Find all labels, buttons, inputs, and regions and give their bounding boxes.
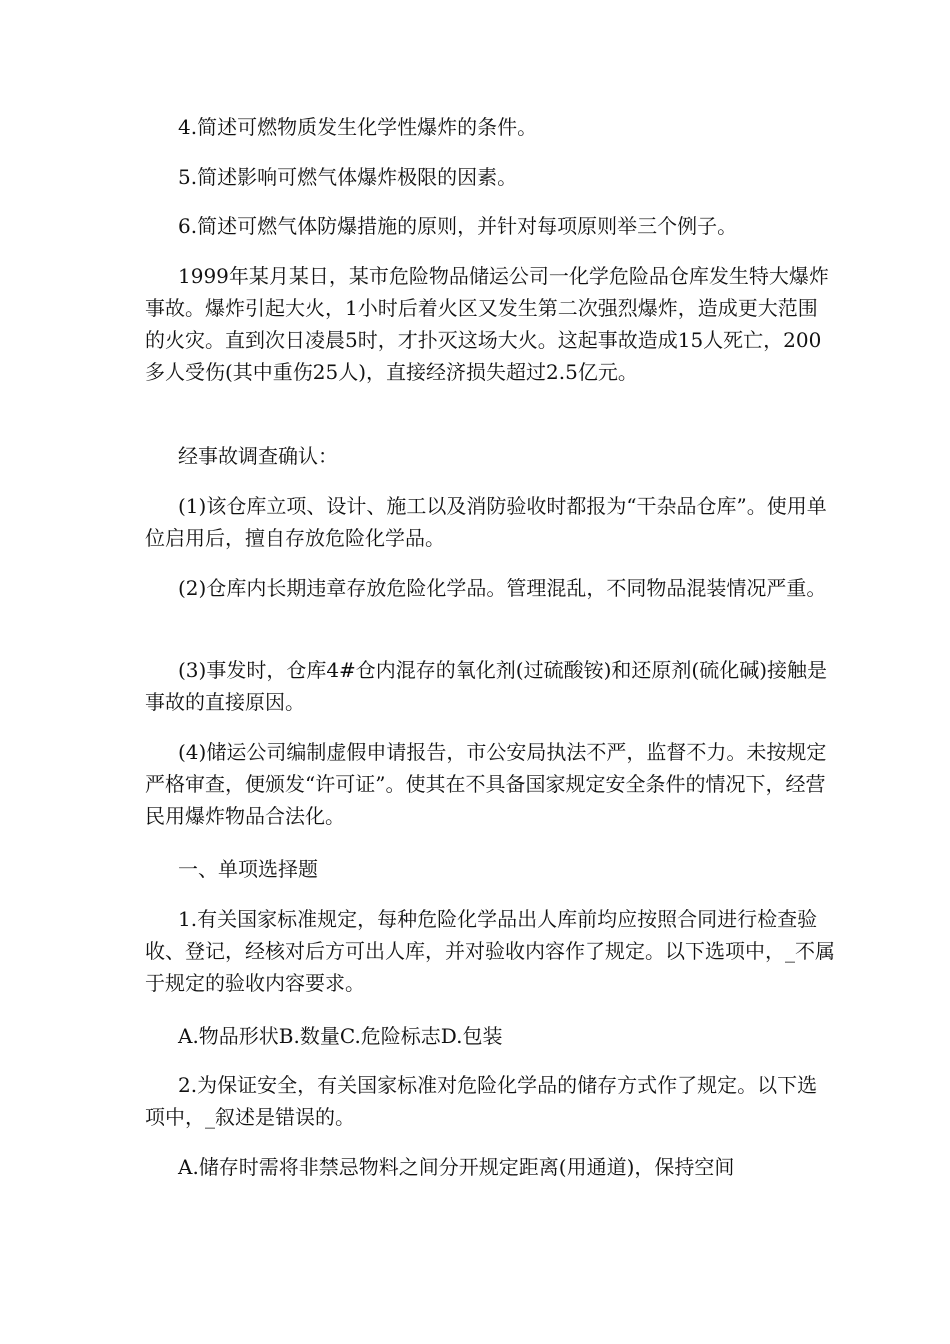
choice-question-2: 2.为保证安全，有关国家标准对危险化学品的储存方式作了规定。以下选项中，_叙述是错误的。	[145, 1073, 818, 1129]
question-4: 4.简述可燃物质发生化学性爆炸的条件。	[178, 115, 538, 139]
investigation-intro: 经事故调查确认：	[178, 444, 338, 468]
question-5: 5.简述影响可燃气体爆炸极限的因素。	[178, 165, 518, 189]
finding-4: (4)储运公司编制虚假申请报告，市公安局执法不严，监督不力。未按规定严格审查，便颁发“许可证”。使其在不具备国家规定安全条件的情况下，经营民用爆炸物品合法化。	[145, 740, 827, 828]
choice-question-2-option-a: A.储存时需将非禁忌物料之间分开规定距离(用通道)，保持空间	[178, 1155, 735, 1179]
choice-question-1-options: A.物品形状B.数量C.危险标志D.包装	[178, 1024, 503, 1048]
question-6: 6.简述可燃气体防爆措施的原则，并针对每项原则举三个例子。	[178, 214, 738, 238]
finding-1: (1)该仓库立项、设计、施工以及消防验收时都报为“干杂品仓库”。使用单位启用后，擅自存放危险化学品。	[145, 494, 827, 550]
finding-3: (3)事发时，仓库4#仓内混存的氧化剂(过硫酸铵)和还原剂(硫化碱)接触是事故的直接原因。	[145, 658, 828, 714]
choice-question-1: 1.有关国家标准规定，每种危险化学品出人库前均应按照合同进行检查验收、登记，经核对后方可出人库，并对验收内容作了规定。以下选项中，_不属于规定的验收内容要求。	[145, 907, 835, 995]
finding-2: (2)仓库内长期违章存放危险化学品。管理混乱，不同物品混装情况严重。	[178, 576, 827, 600]
case-description: 1999年某月某日，某市危险物品储运公司一化学危险品仓库发生特大爆炸事故。爆炸引起大火，1小时后着火区又发生第二次强烈爆炸，造成更大范围的火灾。直到次日凌晨5时，才扑灭这场大火。这起事故造成15人死亡，200多人受伤(其中重伤25人)，直接经济损失超过2.5亿元。	[145, 264, 829, 384]
section-heading-single-choice: 一、单项选择题	[178, 857, 318, 881]
